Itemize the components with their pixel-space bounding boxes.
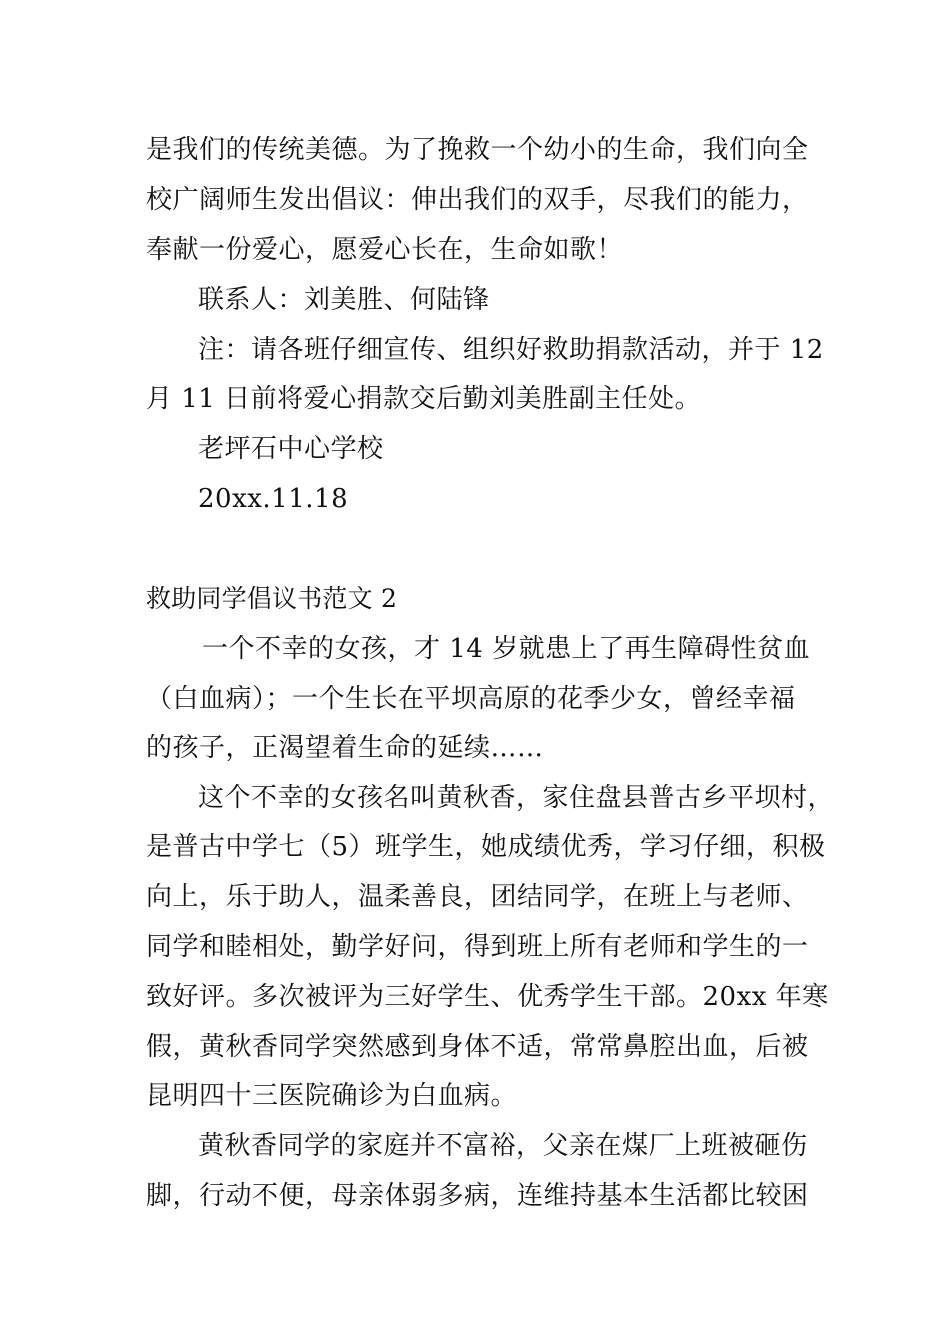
note-line: 月 11 日前将爱心捐款交后勤刘美胜副主任处。 — [146, 384, 702, 414]
note-line: 注：请各班仔细宣传、组织好救助捐款活动，并于 12 — [198, 335, 824, 365]
paragraph-line: 昆明四十三医院确诊为白血病。 — [146, 1081, 518, 1111]
paragraph-line: （白血病）；一个生长在平坝高原的花季少女，曾经幸福 — [146, 684, 796, 714]
body-text-line: 校广阔师生发出倡议：伸出我们的双手，尽我们的能力， — [146, 185, 809, 215]
body-text-line: 是我们的传统美德。为了挽救一个幼小的生命，我们向全 — [146, 135, 809, 165]
school-name: 老坪石中心学校 — [198, 434, 384, 464]
paragraph-line: 向上，乐于助人，温柔善良，团结同学，在班上与老师、 — [146, 882, 809, 912]
section-title: 救助同学倡议书范文 2 — [146, 584, 398, 613]
paragraph-line: 的孩子，正渴望着生命的延续…… — [146, 733, 544, 763]
paragraph-line: 致好评。多次被评为三好学生、优秀学生干部。20xx 年寒 — [146, 982, 829, 1012]
paragraph-line: 这个不幸的女孩名叫黄秋香，家住盘县普古乡平坝村， — [198, 783, 835, 813]
paragraph-line: 假，黄秋香同学突然感到身体不适，常常鼻腔出血，后被 — [146, 1032, 809, 1062]
paragraph-line: 黄秋香同学的家庭并不富裕，父亲在煤厂上班被砸伤 — [198, 1131, 808, 1161]
body-text-line: 奉献一份爱心，愿爱心长在，生命如歌！ — [146, 235, 624, 265]
date-line: 20xx.11.18 — [198, 484, 349, 514]
paragraph-line: 一个不幸的女孩，才 14 岁就患上了再生障碍性贫血 — [202, 634, 811, 664]
paragraph-line: 是普古中学七（5）班学生，她成绩优秀，学习仔细，积极 — [146, 832, 826, 862]
paragraph-line: 同学和睦相处，勤学好问，得到班上所有老师和学生的一 — [146, 932, 809, 962]
paragraph-line: 脚，行动不便，母亲体弱多病，连维持基本生活都比较困 — [146, 1181, 809, 1211]
contact-line: 联系人：刘美胜、何陆锋 — [198, 285, 490, 315]
